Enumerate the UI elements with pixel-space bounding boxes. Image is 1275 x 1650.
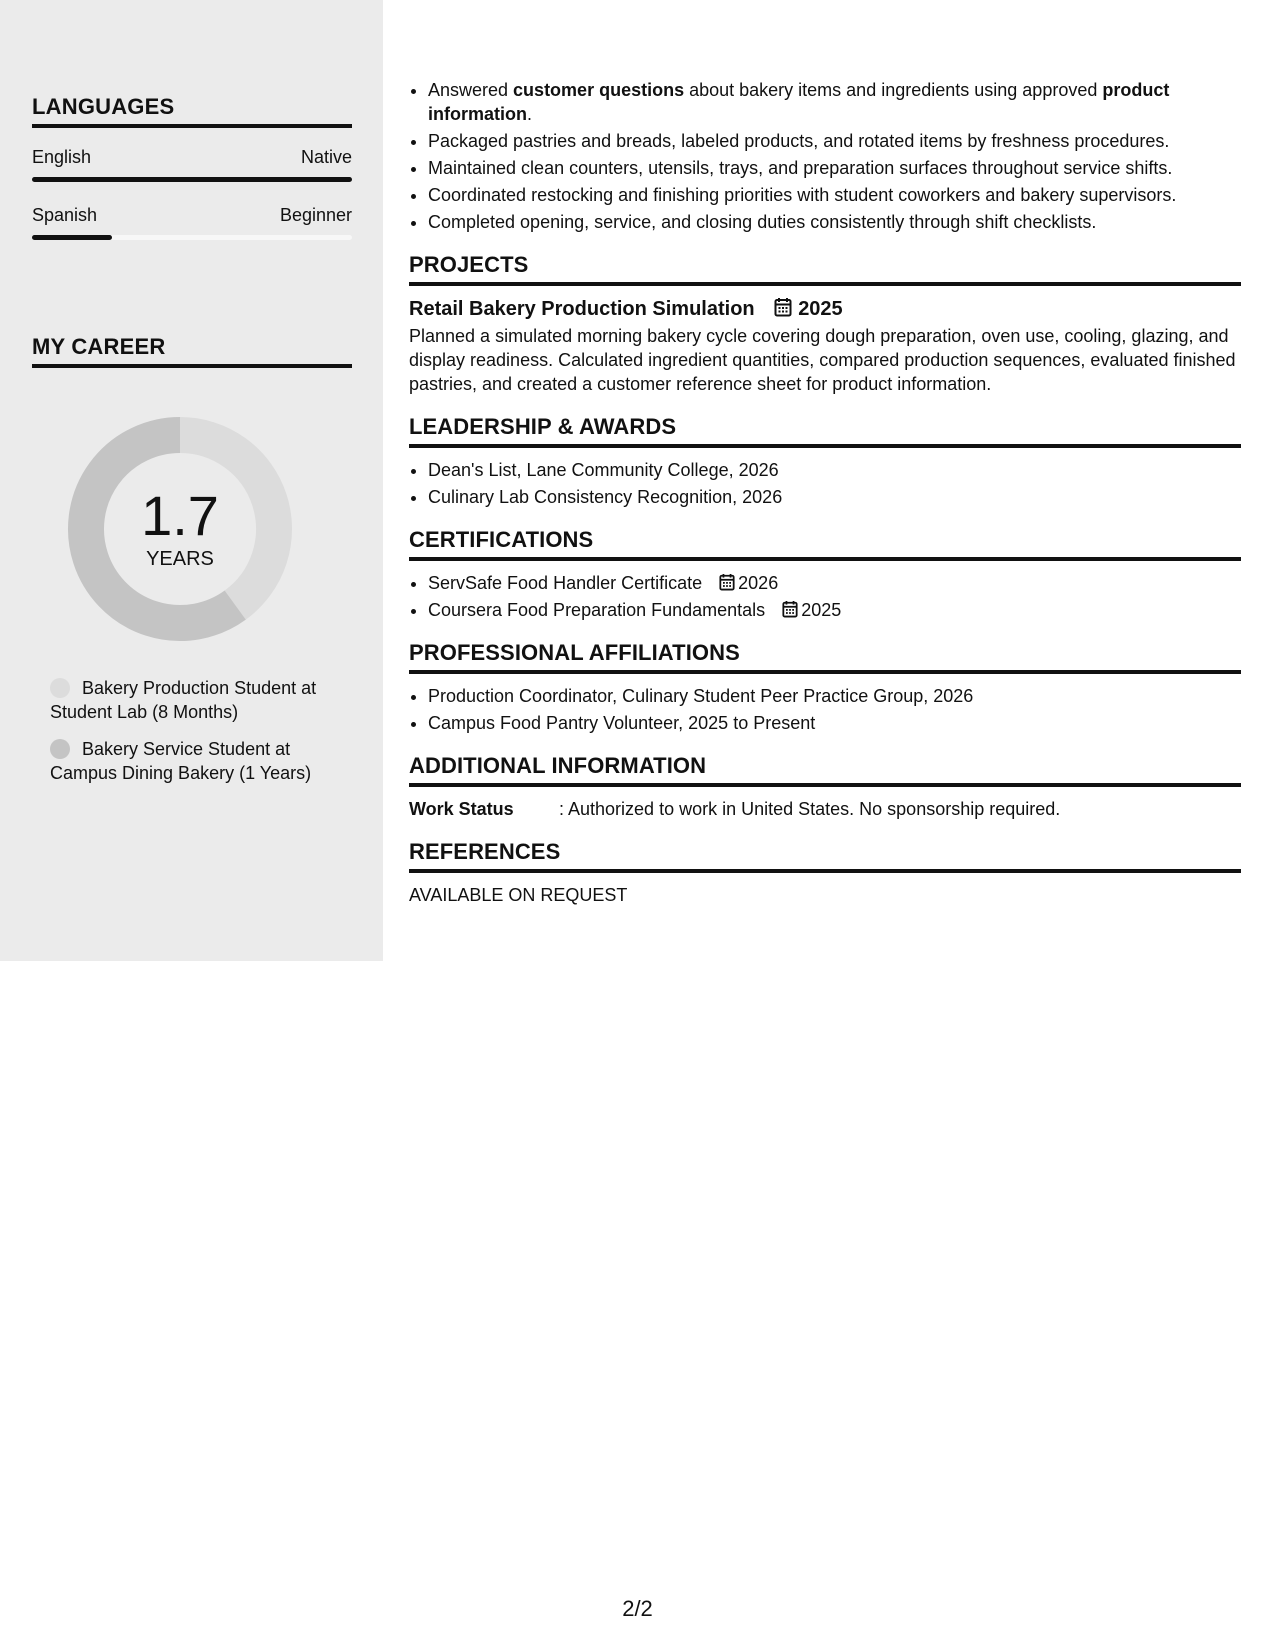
experience-bullets [409, 78, 1241, 234]
affiliations-section [409, 640, 1241, 735]
certification-year: 2026 [738, 573, 779, 593]
project-title-row [409, 296, 1241, 322]
certifications-heading: CERTIFICATIONS [409, 527, 1241, 561]
career-donut-chart [65, 414, 295, 644]
bullet-text: Packaged pastries and breads, labeled products, and rotated items by freshness procedures. [428, 131, 1170, 151]
language-name: English [32, 147, 92, 167]
career-total [65, 414, 295, 644]
languages-heading: LANGUAGES [32, 94, 352, 128]
bullet-text: Answered [428, 80, 514, 100]
work-status-value: : Authorized to work in United States. No sponsorship required. [559, 799, 1061, 819]
bullet-text: Completed opening, service, and closing duties consistently through shift checklists. [428, 212, 1097, 232]
projects-section [409, 252, 1241, 396]
career-total-unit: YEARS [146, 548, 214, 570]
references-section [409, 839, 1241, 907]
calendar-icon [782, 600, 798, 618]
career-section [32, 334, 352, 368]
project-description: Planned a simulated morning bakery cycle covering dough preparation, oven use, cooling, glazing, and display readiness. Calculated ingredient quantities, compared production sequences, evaluated finished pastries, and created a customer reference sheet for product information. [409, 326, 1236, 394]
calendar-icon [774, 297, 792, 317]
affiliations-heading: PROFESSIONAL AFFILIATIONS [409, 640, 1241, 674]
references-heading: REFERENCES [409, 839, 1241, 873]
career-total-value: 1.7 [141, 484, 219, 547]
certifications-section [409, 527, 1241, 622]
work-status-key: Work Status [409, 799, 514, 819]
experience-bullet [428, 210, 1241, 234]
bullet-emphasis: customer questions [513, 80, 685, 100]
bullet-emphasis: product information [428, 80, 1170, 124]
language-name: Spanish [32, 205, 98, 225]
language-level: Native [300, 147, 352, 167]
legend-dot-icon [50, 678, 70, 698]
certification-name: ServSafe Food Handler Certificate [428, 573, 703, 593]
page-number: 2/2 [622, 1596, 653, 1621]
additional-info-section [409, 753, 1241, 821]
project-year: 2025 [798, 298, 843, 320]
career-heading: MY CAREER [32, 334, 352, 368]
list-item: • Production Coordinator, Culinary Student Peer Practice Group, 2026 [428, 684, 1241, 708]
certification-name: Coursera Food Preparation Fundamentals [428, 600, 766, 620]
experience-bullet [428, 183, 1241, 207]
career-legend-label: Bakery Service Student at Campus Dining Bakery (1 Years) [50, 739, 312, 783]
references-text: AVAILABLE ON REQUEST [409, 885, 628, 905]
sidebar [0, 0, 383, 961]
certification-item [428, 598, 1241, 622]
bullet-text: about bakery items and ingredients using approved [684, 80, 1103, 100]
language-level: Beginner [279, 205, 352, 225]
language-proficiency-fill [32, 177, 352, 182]
work-status-row [409, 797, 1241, 821]
career-legend-item [50, 676, 350, 724]
main-content [409, 78, 1241, 907]
language-proficiency-fill [32, 235, 112, 240]
experience-bullet [428, 78, 1241, 126]
additional-info-heading: ADDITIONAL INFORMATION [409, 753, 1241, 787]
language-proficiency-bar [32, 235, 352, 240]
language-proficiency-bar [32, 177, 352, 182]
languages-section [32, 94, 352, 240]
bullet-text: Maintained clean counters, utensils, trays, and preparation surfaces throughout service shifts. [428, 158, 1173, 178]
career-legend-item [50, 737, 350, 785]
bullet-text: Coordinated restocking and finishing priorities with student coworkers and bakery supervisors. [428, 185, 1177, 205]
list-item: • Campus Food Pantry Volunteer, 2025 to Present [428, 711, 1241, 735]
experience-bullet [428, 129, 1241, 153]
language-item-spanish [32, 204, 352, 240]
list-item: • Culinary Lab Consistency Recognition, 2026 [428, 485, 1241, 509]
bullet-text: . [527, 104, 533, 124]
leadership-heading: LEADERSHIP & AWARDS [409, 414, 1241, 448]
language-item-english [32, 146, 352, 182]
calendar-icon [719, 573, 735, 591]
projects-heading: PROJECTS [409, 252, 1241, 286]
experience-bullet [428, 156, 1241, 180]
leadership-section [409, 414, 1241, 509]
certification-item [428, 571, 1241, 595]
project-title: Retail Bakery Production Simulation [409, 298, 755, 320]
certification-year: 2025 [801, 600, 842, 620]
career-legend [50, 676, 350, 798]
list-item: • Dean's List, Lane Community College, 2026 [428, 458, 1241, 482]
career-legend-label: Bakery Production Student at Student Lab (8 Months) [50, 678, 317, 722]
legend-dot-icon [50, 739, 70, 759]
